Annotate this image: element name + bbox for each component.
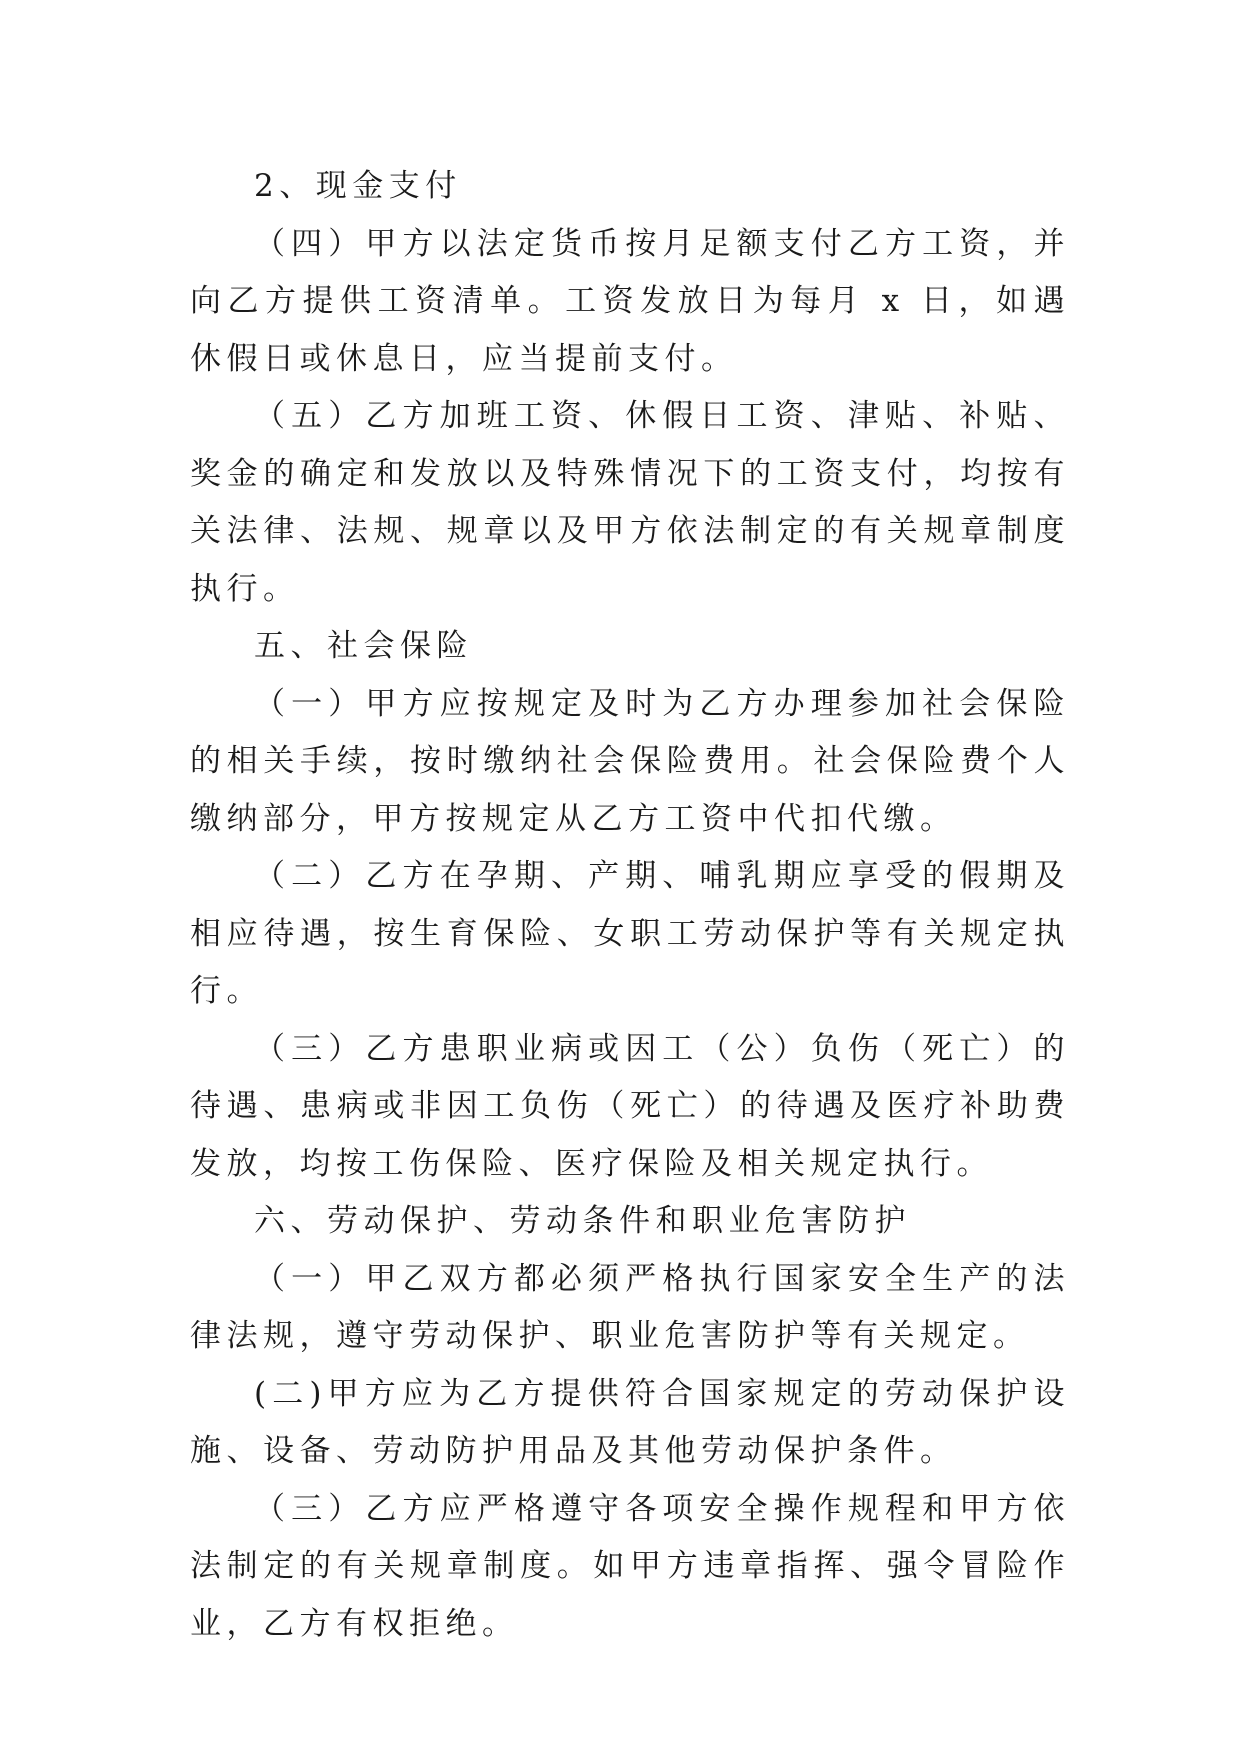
clause-5-overtime-pay: （五）乙方加班工资、休假日工资、津贴、补贴、奖金的确定和发放以及特殊情况下的工资支付，均按有关法律、法规、规章以及甲方依法制定的有关规章制度执行。 — [190, 398, 1070, 607]
clause-4-salary-payment: （四）甲方以法定货币按月足额支付乙方工资，并向乙方提供工资清单。工资发放日为每月 x 日，如遇休假日或休息日，应当提前支付。 — [190, 225, 1070, 377]
clause-3-injury-benefits: （三）乙方患职业病或因工（公）负伤（死亡）的待遇、患病或非因工负伤（死亡）的待遇及医疗补助费发放，均按工伤保险、医疗保险及相关规定执行。 — [190, 1030, 1070, 1182]
document-body — [190, 158, 1070, 1653]
clause-2-maternity-benefits: （二）乙方在孕期、产期、哺乳期应享受的假期及相应待遇，按生育保险、女职工劳动保护等有关规定执行。 — [190, 858, 1070, 1009]
clause-2-protection-facilities: (二)甲方应为乙方提供符合国家规定的劳动保护设施、设备、劳动防护用品及其他劳动保护条件。 — [190, 1375, 1070, 1469]
section-heading-labor-protection: 六、劳动保护、劳动条件和职业危害防护 — [254, 1203, 911, 1239]
clause-3-safety-rules: （三）乙方应严格遵守各项安全操作规程和甲方依法制定的有关规章制度。如甲方违章指挥、强令冒险作业，乙方有权拒绝。 — [190, 1490, 1070, 1642]
section-heading-social-insurance: 五、社会保险 — [254, 628, 473, 664]
clause-1-insurance-procedures: （一）甲方应按规定及时为乙方办理参加社会保险的相关手续，按时缴纳社会保险费用。社会保险费个人缴纳部分，甲方按规定从乙方工资中代扣代缴。 — [190, 685, 1070, 837]
clause-1-safety-laws: （一）甲乙双方都必须严格执行国家安全生产的法律法规，遵守劳动保护、职业危害防护等有关规定。 — [190, 1260, 1070, 1354]
section-heading-cash-payment: 2、现金支付 — [254, 168, 462, 204]
